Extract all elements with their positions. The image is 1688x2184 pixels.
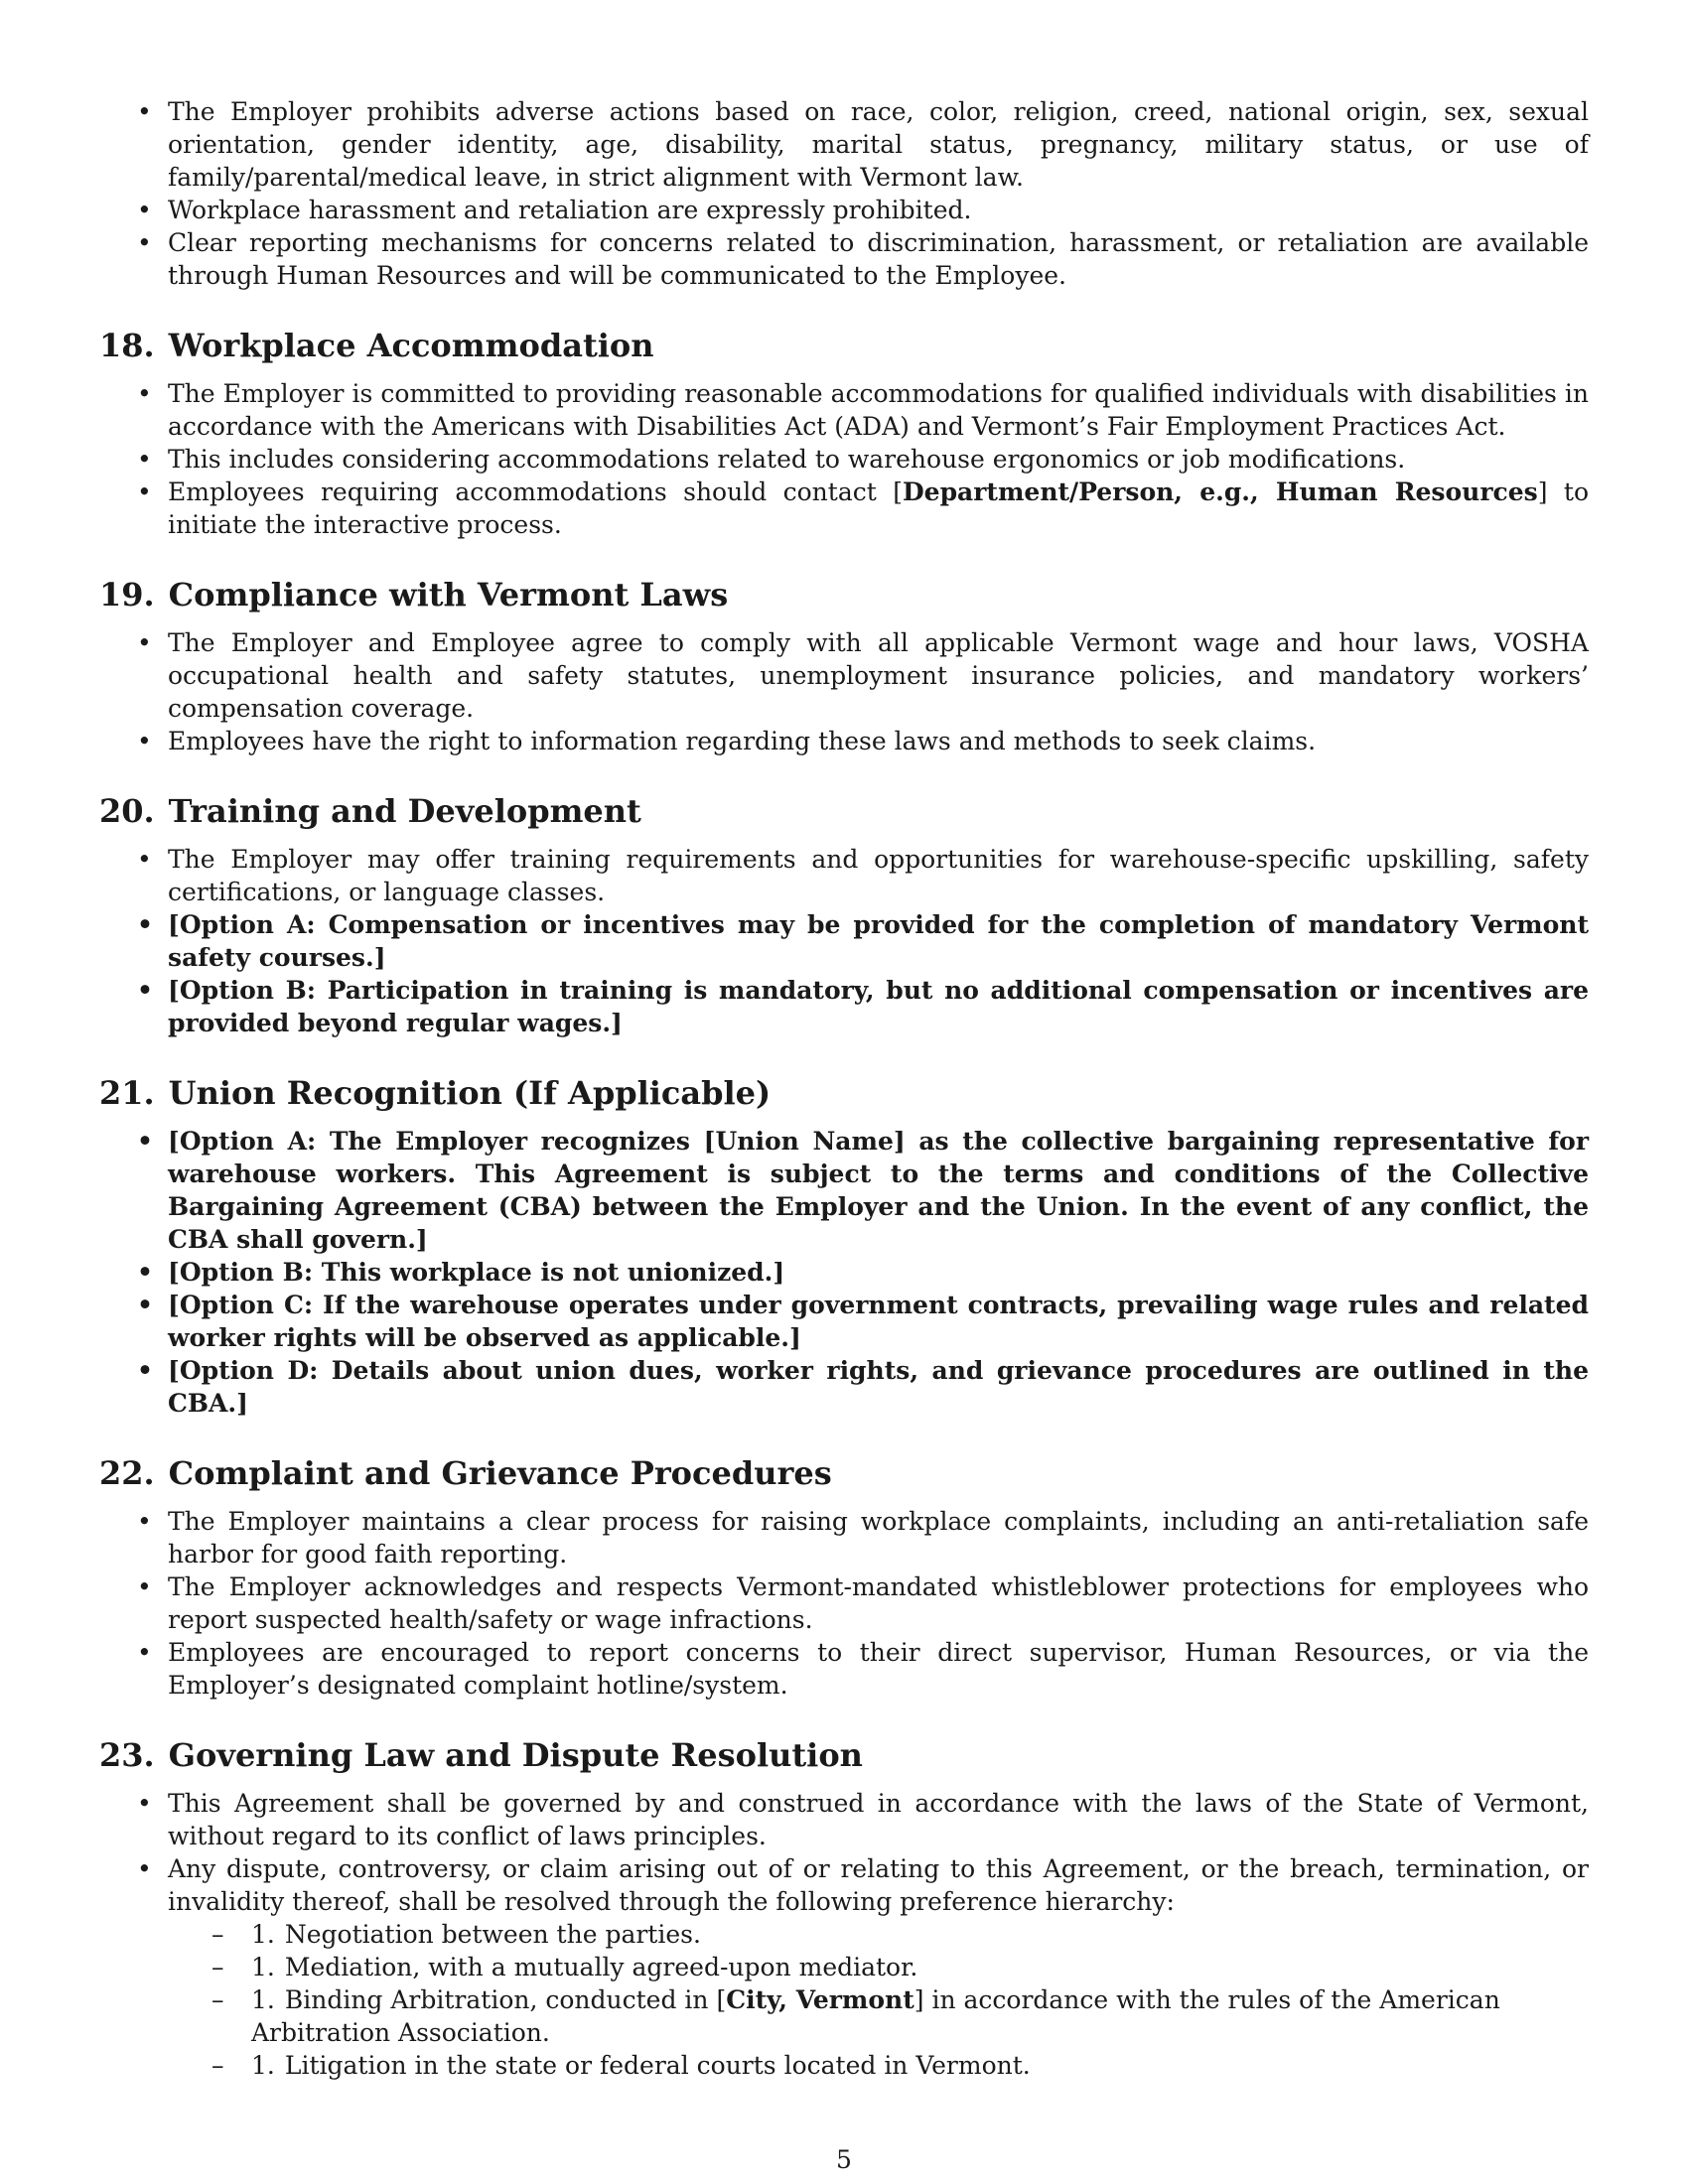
section-20-list [99,843,1589,1039]
text-run: Employees requiring accommodations should contact [ [168,478,903,506]
text-run: Binding Arbitration, conducted in [ [284,1985,727,2014]
document-page [99,95,1589,2082]
list-item [99,1852,1589,2082]
section-title: Training and Development [168,792,641,830]
dispute-hierarchy-list [168,1918,1589,2082]
list-item: • This Agreement shall be governed by and construed in accordance with the laws of the State of Vermont, without regard to its conflict of laws principles. [99,1787,1589,1852]
list-item: • The Employer acknowledges and respects Vermont-mandated whistleblower protections for employees who report suspected health/safety or wage infractions. [99,1570,1589,1636]
section-heading-20 [99,791,1589,831]
list-item: • Employees are encouraged to report concerns to their direct supervisor, Human Resources, or via the Employer’s designated complaint hotline/system. [99,1636,1589,1702]
page-number: 5 [836,2145,852,2174]
option-item: • [Option C: If the warehouse operates under government contracts, prevailing wage rules and related worker rights will be observed as applicable.] [99,1289,1589,1354]
list-item: • The Employer and Employee agree to comply with all applicable Vermont wage and hour laws, VOSHA occupational health and safety statutes, unemployment insurance policies, and mandatory workers’ compensation coverage. [99,626,1589,725]
item-number: 1. [251,1985,275,2014]
option-item: • [Option B: Participation in training is mandatory, but no additional compensation or incentives are provided beyond regular wages.] [99,974,1589,1039]
section-title: Complaint and Grievance Procedures [168,1454,832,1492]
list-item: • The Employer maintains a clear process for raising workplace complaints, including an anti-retaliation safe harbor for good faith reporting. [99,1505,1589,1570]
intro-bullet-list [99,95,1589,292]
item-number: 1. [251,1953,275,1981]
section-title: Workplace Accommodation [168,327,654,364]
section-number: 21. [99,1074,155,1112]
sub-list-item [168,2049,1589,2082]
section-heading-23 [99,1735,1589,1775]
option-item: • [Option D: Details about union dues, worker rights, and grievance procedures are outlined in the CBA.] [99,1354,1589,1420]
option-item: • [Option B: This workplace is not unionized.] [99,1256,1589,1289]
text-run: ] in accordance with the rules of the American Arbitration Association. [251,1985,1500,2047]
option-item: • [Option A: The Employer recognizes [Union Name] as the collective bargaining representative for warehouse workers. This Agreement is subject to the terms and conditions of the Collective Bargaining Agreement (CBA) between the Employer and the Union. In the event of any conflict, the CBA shall govern.] [99,1125,1589,1256]
placeholder-text: City, Vermont [726,1985,914,2014]
list-item: • This includes considering accommodations related to warehouse ergonomics or job modifications. [99,443,1589,476]
text-run: Mediation, with a mutually agreed-upon mediator. [284,1953,918,1981]
section-heading-19 [99,575,1589,614]
sub-list-item [168,1951,1589,1983]
sub-list-item [168,1918,1589,1951]
list-item [99,476,1589,541]
list-item: • The Employer prohibits adverse actions based on race, color, religion, creed, national origin, sex, sexual orientation, gender identity, age, disability, marital status, pregnancy, military status, or use of family/parental/medical leave, in strict alignment with Vermont law. [99,95,1589,194]
section-title: Union Recognition (If Applicable) [168,1074,772,1112]
text-run: Any dispute, controversy, or claim arising out of or relating to this Agreement, or the breach, termination, or invalidity thereof, shall be resolved through the following preference hierarchy: [168,1854,1589,1916]
list-item: • The Employer may offer training requirements and opportunities for warehouse-specific upskilling, safety certifications, or language classes. [99,843,1589,908]
list-item: • Workplace harassment and retaliation are expressly prohibited. [99,194,1589,226]
section-21-list [99,1125,1589,1420]
section-number: 23. [99,1736,155,1774]
section-number: 18. [99,327,155,364]
option-item: • [Option A: Compensation or incentives may be provided for the completion of mandatory Vermont safety courses.] [99,908,1589,974]
placeholder-text: Department/Person, e.g., Human Resources [902,478,1538,506]
section-title: Governing Law and Dispute Resolution [168,1736,863,1774]
text-run: ] to initiate the interactive process. [168,478,1589,539]
section-number: 22. [99,1454,155,1492]
section-number: 19. [99,576,155,614]
section-18-list [99,377,1589,541]
section-heading-18 [99,326,1589,365]
text-run: Litigation in the state or federal courts located in Vermont. [284,2051,1031,2080]
section-19-list [99,626,1589,757]
list-item: • Employees have the right to information regarding these laws and methods to seek claims. [99,725,1589,757]
item-number: 1. [251,2051,275,2080]
section-heading-22 [99,1453,1589,1493]
item-number: 1. [251,1920,275,1949]
text-run: Negotiation between the parties. [284,1920,701,1949]
list-item: • The Employer is committed to providing reasonable accommodations for qualified individuals with disabilities in accordance with the Americans with Disabilities Act (ADA) and Vermont’s Fair Employment Practices Act. [99,377,1589,443]
section-heading-21 [99,1073,1589,1113]
section-number: 20. [99,792,155,830]
section-22-list [99,1505,1589,1702]
sub-list-item [168,1983,1589,2049]
section-title: Compliance with Vermont Laws [168,576,729,614]
section-23-list [99,1787,1589,2082]
list-item: • Clear reporting mechanisms for concerns related to discrimination, harassment, or retaliation are available through Human Resources and will be communicated to the Employee. [99,226,1589,292]
